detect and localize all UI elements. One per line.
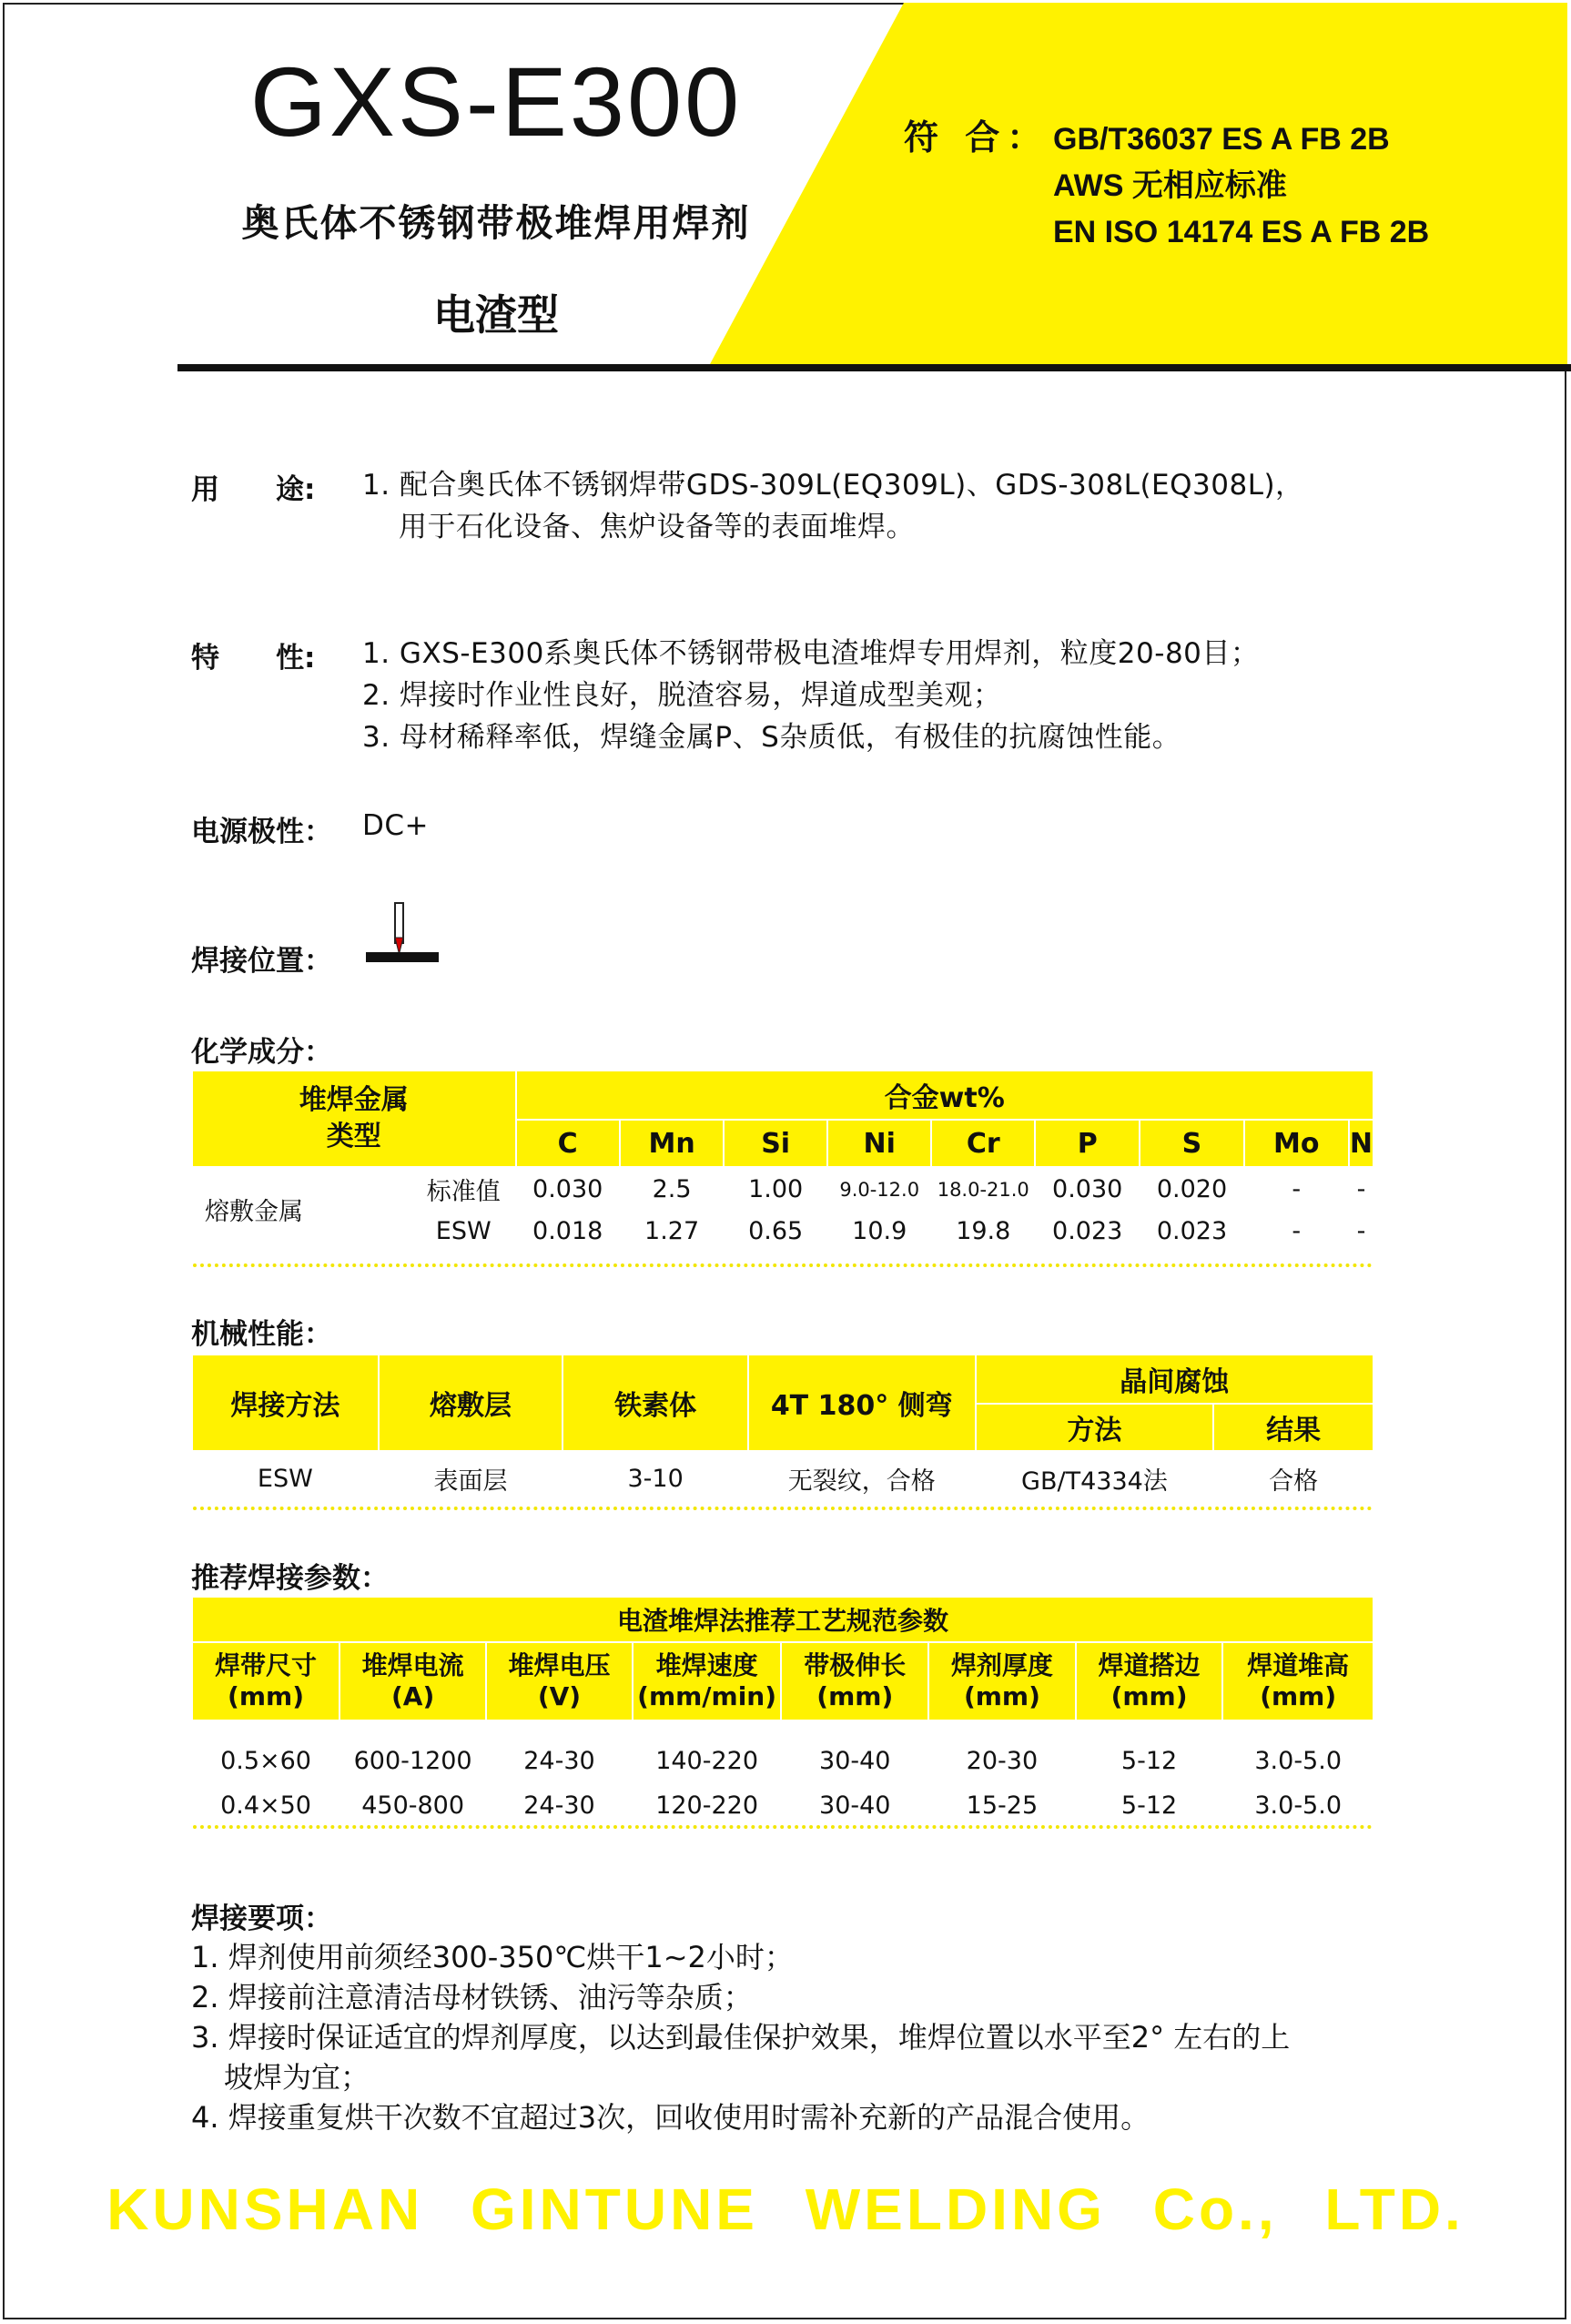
table-cell: 0.020 [1156,1175,1228,1203]
table-cell: - [1292,1216,1302,1245]
element-header: Cr [931,1120,1035,1167]
standard-item: AWS 无相应标准 [1053,168,1287,203]
metal-type-header: 堆焊金属 类型 [192,1071,516,1167]
table-cell: 120-220 [655,1791,758,1820]
param-header [633,1642,782,1720]
note-item: 4. 焊接重复烘干次数不宜超过3次，回收使用时需补充新的产品混合使用。 [191,2100,1150,2135]
table-cell: - [1356,1175,1366,1203]
table-row [192,1451,1373,1506]
table-cell: 3.0-5.0 [1254,1791,1342,1820]
element-header: P [1035,1120,1140,1167]
params-title: 推荐焊接参数： [191,1562,389,1595]
table-cell: 3.0-5.0 [1254,1747,1342,1775]
table-cell: 0.65 [748,1216,804,1245]
spacer [192,1720,1373,1739]
usage-line: 用于石化设备、焦炉设备等的表面堆焊。 [399,511,915,543]
table-cell: 30-40 [819,1791,891,1820]
flat-position-icon [364,901,441,965]
table-cell: 0.023 [1052,1216,1123,1245]
table-cell: 1.27 [644,1216,700,1245]
usage-line: 1. 配合奥氏体不锈钢焊带GDS-309L(EQ309L)、GDS-308L(EQ308L)， [362,469,1304,502]
table-cell: 5-12 [1120,1747,1178,1775]
chemical-title: 化学成分： [191,1036,332,1069]
param-header-unit: (mm) [1110,1681,1188,1711]
standards-label: 符 合： [904,117,1049,157]
table-cell: - [1292,1175,1302,1203]
table-cell: GB/T4334法 [1021,1467,1168,1496]
polarity-value: DC+ [362,809,429,842]
dotted-divider [193,1825,1373,1829]
table-cell: 24-30 [523,1747,595,1775]
element-header: Si [724,1120,827,1167]
usage-label: 用 途: [191,473,316,506]
element-header: N [1349,1120,1373,1167]
param-header-unit: (mm) [816,1681,894,1711]
table-cell: 1.00 [748,1175,804,1203]
table-cell: 0.030 [532,1175,603,1203]
param-header [486,1642,633,1720]
table-cell: 30-40 [819,1747,891,1775]
table-cell: 450-800 [361,1791,465,1820]
header-rule [177,364,1571,371]
param-header [1076,1642,1223,1720]
notes-list [191,1937,1290,2137]
element-header: Mn [620,1120,725,1167]
element-header: Ni [827,1120,932,1167]
corrosion-header: 晶间腐蚀 [976,1355,1373,1404]
param-header [1222,1642,1373,1720]
chemical-table [191,1070,1374,1251]
feature-line: 2. 焊接时作业性良好，脱渣容易，焊道成型美观； [362,679,1002,712]
param-header [340,1642,486,1720]
table-cell: 20-30 [966,1747,1039,1775]
table-cell: 140-220 [655,1747,758,1775]
table-row [192,1783,1373,1828]
param-header-unit: (V) [537,1681,582,1711]
table-cell: 0.018 [532,1216,603,1245]
bend-header: 4T 180° 侧弯 [748,1355,976,1451]
table-cell: 5-12 [1120,1791,1178,1820]
dotted-divider [193,1263,1373,1267]
param-header [781,1642,928,1720]
position-label: 焊接位置： [191,945,332,978]
corrosion-method-header: 方法 [976,1404,1214,1451]
table-cell: 0.5×60 [220,1747,311,1775]
table-cell: 18.0-21.0 [937,1178,1029,1201]
product-name: 奥氏体不锈钢带极堆焊用焊剂 [241,201,751,245]
table-cell: ESW [257,1465,313,1493]
param-header-unit: (A) [390,1681,435,1711]
table-row [192,1739,1373,1783]
param-header-name: 带极伸长 [804,1650,907,1680]
standard-item: GB/T36037 ES A FB 2B [1053,122,1390,157]
company-name: KUNSHAN GINTUNE WELDING Co., LTD. [106,2177,1465,2242]
table-cell: 24-30 [523,1791,595,1820]
standards-list [1053,117,1429,256]
note-item: 坡焊为宜； [224,2060,370,2095]
method-header: 焊接方法 [192,1355,379,1451]
note-item: 1. 焊剂使用前须经300-350℃烘干1~2小时； [191,1940,794,1974]
features-lines [362,633,1259,758]
table-cell: 0.023 [1156,1216,1228,1245]
note-item: 2. 焊接前注意清洁母材铁锈、油污等杂质； [191,1980,753,2014]
table-cell: 600-1200 [353,1747,472,1775]
table-cell: 15-25 [966,1791,1039,1820]
params-table [191,1596,1374,1828]
ferrite-header: 铁素体 [563,1355,748,1451]
mechanical-table [191,1354,1374,1506]
mechanical-title: 机械性能： [191,1318,332,1351]
param-header-name: 焊道搭边 [1098,1650,1201,1680]
param-header-name: 焊道堆高 [1247,1650,1350,1680]
layer-header: 熔敷层 [379,1355,563,1451]
table-cell: - [1356,1216,1366,1245]
usage-lines [362,464,1304,548]
polarity-label: 电源极性： [191,816,332,848]
table-cell: 表面层 [433,1467,508,1496]
deposit-group-label: 熔敷金属 [205,1198,303,1226]
alloy-header: 合金wt% [516,1071,1373,1120]
table-cell: 9.0-12.0 [839,1178,920,1201]
product-type: 电渣型 [433,290,559,340]
table-cell: 3-10 [627,1465,684,1493]
param-header-unit: (mm) [228,1681,304,1711]
param-header-unit: (mm) [1260,1681,1337,1711]
param-header-unit: (mm) [963,1681,1040,1711]
table-cell: 2.5 [652,1175,692,1203]
table-row [192,1167,1373,1211]
note-item: 3. 焊接时保证适宜的焊剂厚度，以达到最佳保护效果，堆焊位置以水平至2° 左右的上 [191,2020,1291,2055]
param-header-name: 焊带尺寸 [215,1650,318,1680]
params-table-title: 电渣堆焊法推荐工艺规范参数 [192,1597,1373,1642]
row-label: ESW [435,1216,492,1245]
param-header [192,1642,340,1720]
table-cell: 0.030 [1052,1175,1123,1203]
element-header: S [1140,1120,1243,1167]
feature-line: 3. 母材稀释率低，焊缝金属P、S杂质低，有极佳的抗腐蚀性能。 [362,721,1181,754]
table-cell: 0.4×50 [220,1791,311,1820]
corrosion-result-header: 结果 [1213,1404,1373,1451]
param-header-name: 堆焊电流 [361,1650,464,1680]
param-header-name: 堆焊速度 [655,1650,758,1680]
table-cell: 无裂纹，合格 [787,1467,936,1496]
param-header-unit: (mm/min) [637,1681,777,1711]
param-header-name: 焊剂厚度 [950,1650,1053,1680]
param-header [928,1642,1076,1720]
notes-title: 焊接要项： [191,1903,332,1935]
features-label: 特 性: [191,642,316,675]
table-cell: 合格 [1269,1467,1319,1496]
feature-line: 1. GXS-E300系奥氏体不锈钢带极电渣堆焊专用焊剂，粒度20-80目； [362,637,1260,670]
product-code: GXS-E300 [249,46,743,157]
element-header: Mo [1244,1120,1349,1167]
standard-item: EN ISO 14174 ES A FB 2B [1053,215,1430,249]
row-label: 标准值 [426,1178,501,1206]
element-header: C [516,1120,620,1167]
param-header-name: 堆焊电压 [508,1650,611,1680]
dotted-divider [193,1507,1373,1510]
table-cell: 19.8 [956,1216,1011,1245]
table-cell: 10.9 [852,1216,907,1245]
